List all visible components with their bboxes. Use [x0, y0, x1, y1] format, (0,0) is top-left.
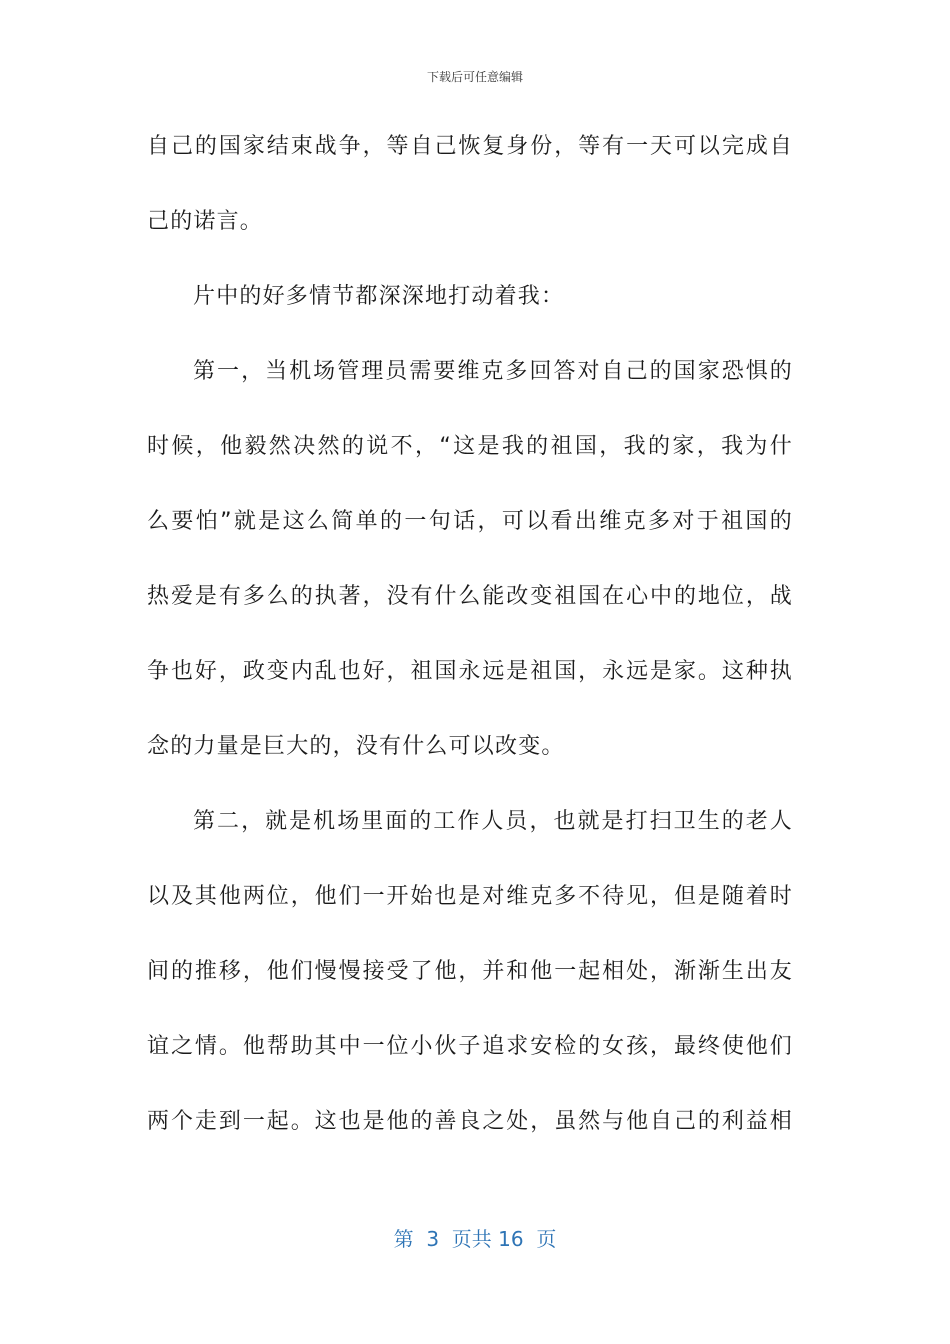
text-line: 第一，当机场管理员需要维克多回答对自己的国家恐惧的	[193, 359, 793, 384]
text-line: 时候，他毅然决然的说不，“这是我的祖国，我的家，我为什	[147, 434, 793, 459]
page-header: 下载后可任意编辑	[426, 70, 523, 84]
text-line: 片中的好多情节都深深地打动着我：	[193, 284, 565, 309]
page-number-footer: 第 3 页共 16 页	[393, 1227, 557, 1251]
text-line: 己的诺言。	[147, 209, 264, 234]
text-line: 间的推移，他们慢慢接受了他，并和他一起相处，渐渐生出友	[147, 959, 793, 984]
text-line: 念的力量是巨大的，没有什么可以改变。	[147, 734, 565, 759]
text-line: 争也好，政变内乱也好，祖国永远是祖国，永远是家。这种执	[147, 659, 793, 684]
text-line: 两个走到一起。这也是他的善良之处，虽然与他自己的利益相	[147, 1109, 793, 1134]
text-line: 第二，就是机场里面的工作人员，也就是打扫卫生的老人	[193, 809, 793, 834]
text-line: 热爱是有多么的执著，没有什么能改变祖国在心中的地位，战	[147, 584, 793, 609]
document-body	[147, 127, 793, 1177]
text-line: 么要怕”就是这么简单的一句话，可以看出维克多对于祖国的	[147, 509, 793, 534]
text-line: 以及其他两位，他们一开始也是对维克多不待见，但是随着时	[147, 884, 793, 909]
text-line: 自己的国家结束战争，等自己恢复身份，等有一天可以完成自	[147, 134, 793, 159]
text-line: 谊之情。他帮助其中一位小伙子追求安检的女孩，最终使他们	[147, 1034, 793, 1059]
